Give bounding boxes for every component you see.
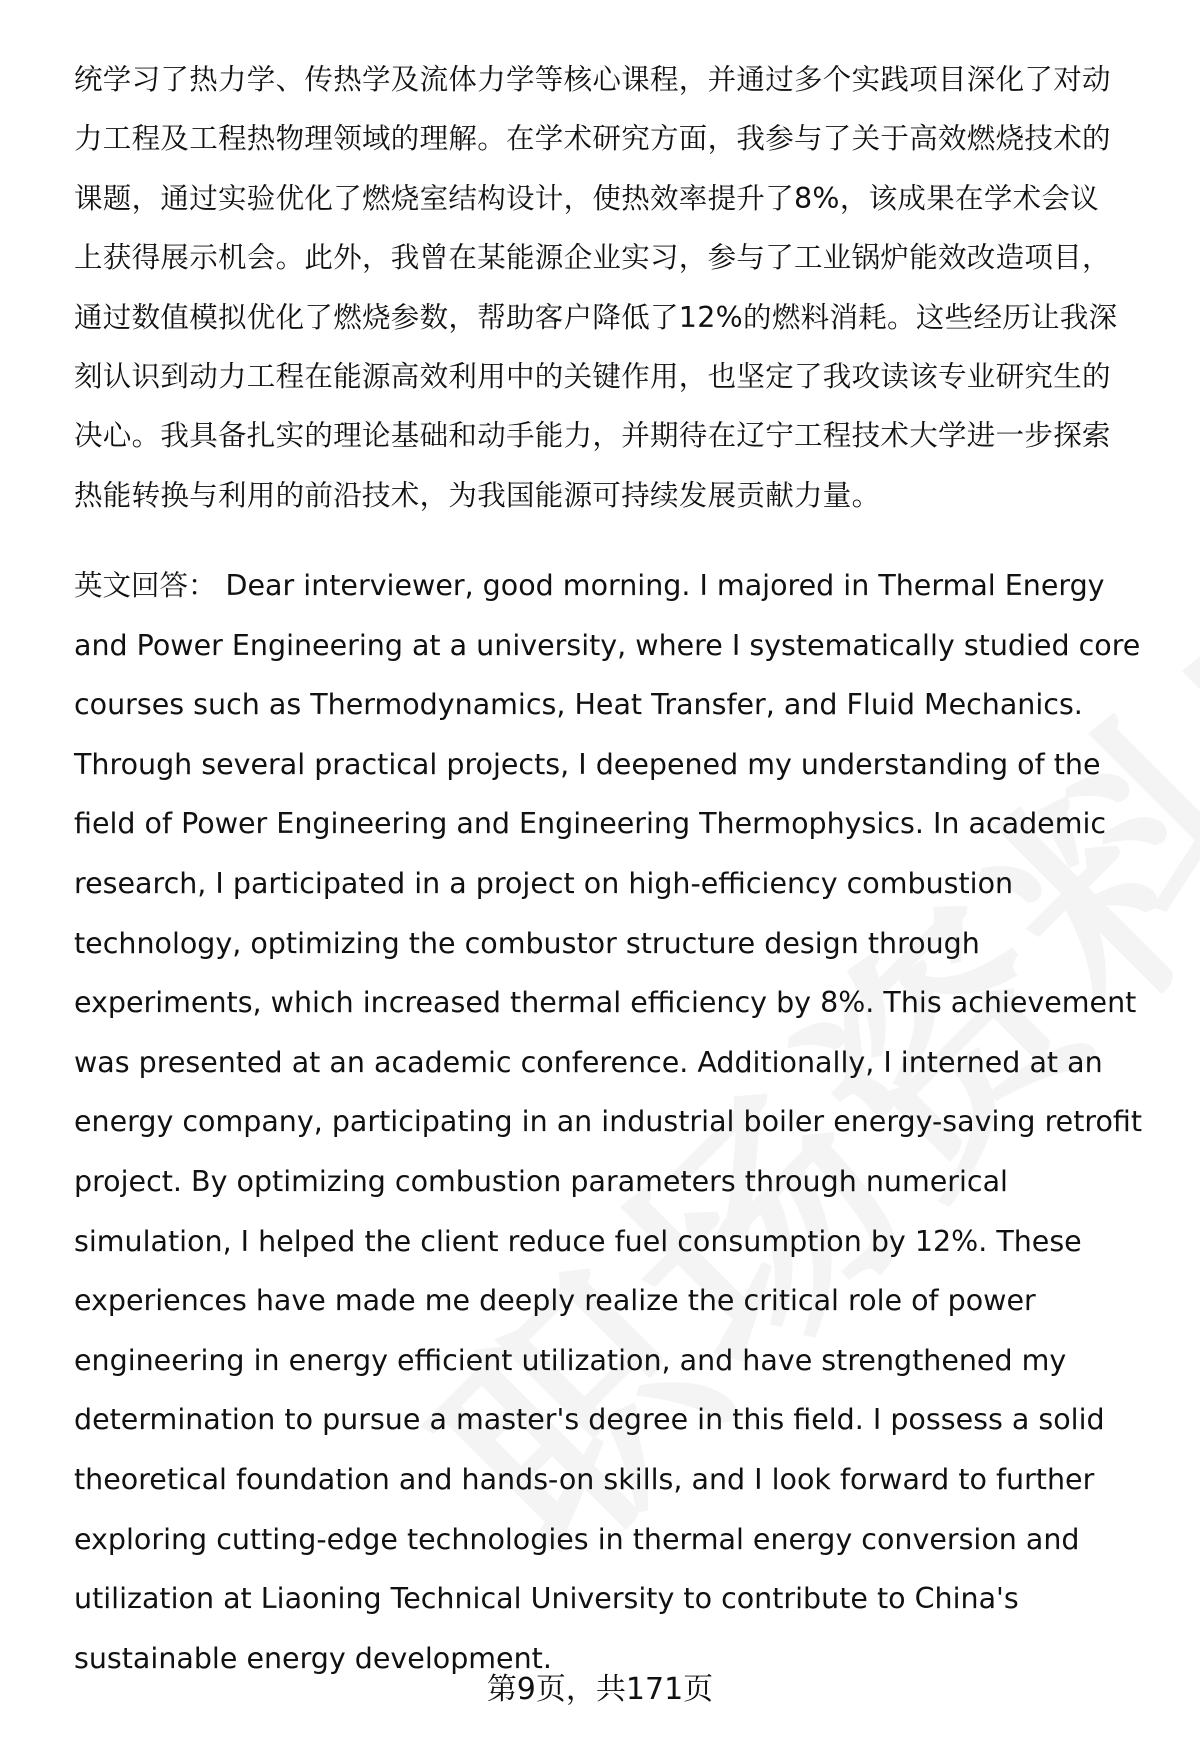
paragraph-line: experiences have made me deeply realize the critical role of power: [74, 1284, 1036, 1318]
paragraph-line: sustainable energy development.: [74, 1641, 552, 1675]
paragraph-line: and Power Engineering at a university, where I systematically studied core: [74, 628, 1141, 662]
paragraph-line: field of Power Engineering and Engineering Thermophysics. In academic: [74, 807, 1107, 841]
paragraph-line: research, I participated in a project on high-efficiency combustion: [74, 866, 1014, 900]
paragraph-line: energy company, participating in an industrial boiler energy-saving retrofit: [74, 1105, 1143, 1139]
paragraph-line: determination to pursue a master's degree in this field. I possess a solid: [74, 1403, 1105, 1437]
paragraph-line: 决心。我具备扎实的理论基础和动手能力，并期待在辽宁工程技术大学进一步探索: [74, 419, 1111, 453]
paragraph-line: experiments, which increased thermal efficiency by 8%. This achievement: [74, 986, 1137, 1020]
paragraph-line: was presented at an academic conference. Additionally, I interned at an: [74, 1045, 1103, 1079]
paragraph-line: technology, optimizing the combustor structure design through: [74, 926, 980, 960]
page-number: 第9页，共171页: [486, 1672, 714, 1707]
paragraph-line: 通过数值模拟优化了燃烧参数，帮助客户降低了12%的燃料消耗。这些经历让我深: [74, 300, 1118, 334]
paragraph-line: utilization at Liaoning Technical University to contribute to China's: [74, 1582, 1019, 1616]
paragraph-line: theoretical foundation and hands-on skills, and I look forward to further: [74, 1462, 1095, 1496]
paragraph-line: 统学习了热力学、传热学及流体力学等核心课程，并通过多个实践项目深化了对动: [74, 63, 1111, 96]
paragraph-line: 课题，通过实验优化了燃烧室结构设计，使热效率提升了8%，该成果在学术会议: [74, 181, 1100, 215]
paragraph-line: Through several practical projects, I deepened my understanding of the: [74, 747, 1101, 781]
paragraph-line: courses such as Thermodynamics, Heat Transfer, and Fluid Mechanics.: [74, 688, 1083, 722]
paragraph-line: 刻认识到动力工程在能源高效利用中的关键作用，也坚定了我攻读该专业研究生的: [74, 359, 1111, 393]
chinese-answer-paragraph: [74, 50, 1154, 525]
paragraph-line: exploring cutting-edge technologies in thermal energy conversion and: [74, 1522, 1080, 1556]
paragraph-line: 英文回答： Dear interviewer, good morning. I majored in Thermal Energy: [74, 569, 1105, 602]
paragraph-line: engineering in energy efficient utilization, and have strengthened my: [74, 1343, 1067, 1377]
paragraph-line: 力工程及工程热物理领域的理解。在学术研究方面，我参与了关于高效燃烧技术的: [74, 122, 1111, 156]
english-answer-paragraph: [74, 556, 1154, 1688]
paragraph-line: simulation, I helped the client reduce fuel consumption by 12%. These: [74, 1224, 1082, 1258]
paragraph-line: 热能转换与利用的前沿技术，为我国能源可持续发展贡献力量。: [74, 478, 881, 512]
paragraph-line: project. By optimizing combustion parameters through numerical: [74, 1164, 1008, 1198]
paragraph-line: 上获得展示机会。此外，我曾在某能源企业实习，参与了工业锅炉能效改造项目，: [74, 241, 1111, 275]
